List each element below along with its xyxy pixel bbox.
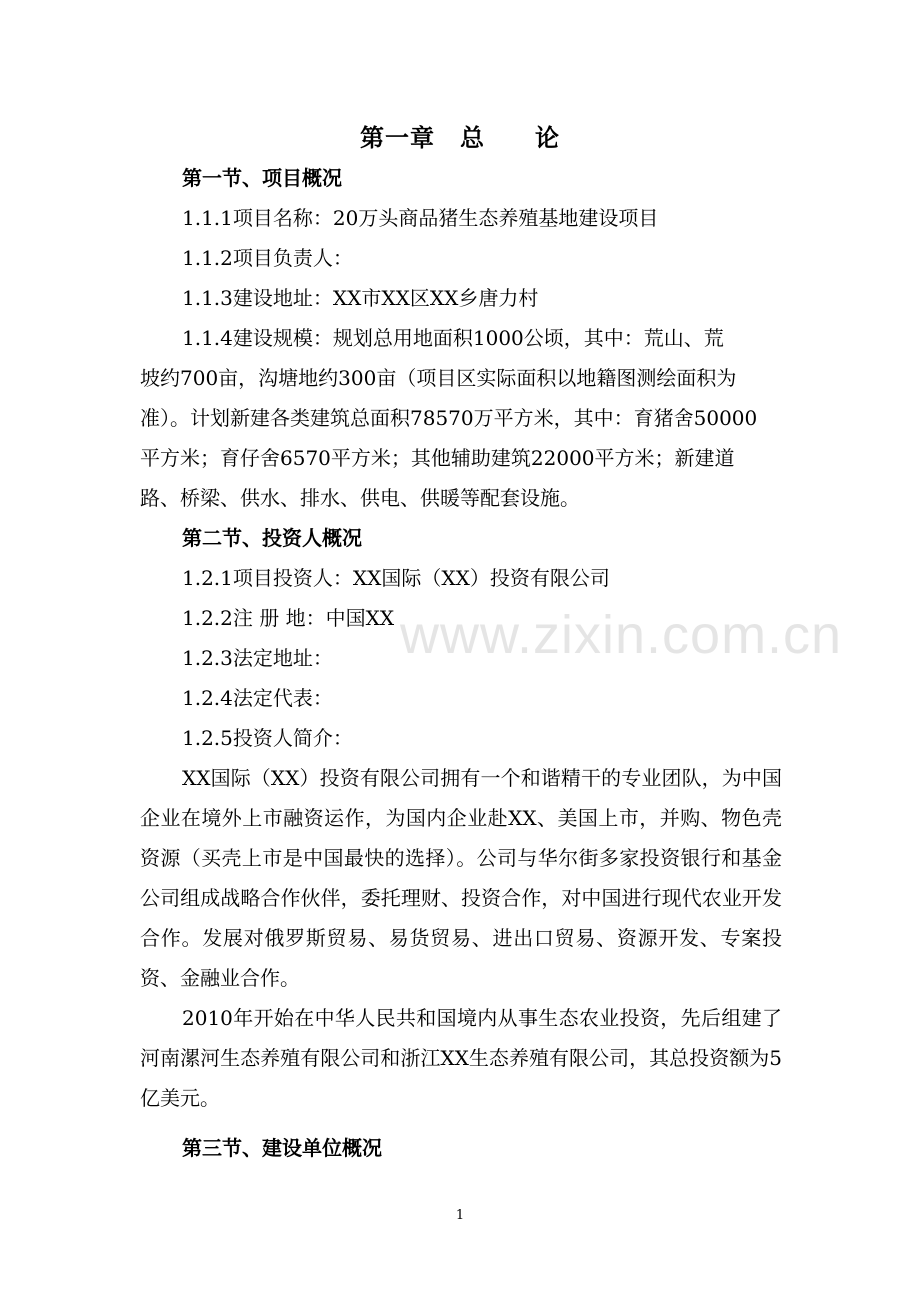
watermark: www.zixin.com.cn <box>400 605 843 665</box>
scale-line: 坡约700亩，沟塘地约300亩（项目区实际面积以地籍图测绘面积为 <box>140 366 737 390</box>
scale-line: 1.1.4建设规模：规划总用地面积1000公顷，其中：荒山、荒 <box>182 326 724 350</box>
scale-line: 平方米；育仔舍6570平方米；其他辅助建筑22000平方米；新建道 <box>140 446 735 470</box>
item-project-name: 1.1.1项目名称：20万头商品猪生态养殖基地建设项目 <box>182 206 659 230</box>
chapter-title: 第一章 总 论 <box>360 123 560 152</box>
item-legal-address: 1.2.3法定地址： <box>182 646 333 670</box>
item-construction-address: 1.1.3建设地址：XX市XX区XX乡唐力村 <box>182 286 539 310</box>
investment-history-paragraph: 2010年开始在中华人民共和国境内从事生态农业投资，先后组建了河南漯河生态养殖有限公司和浙江XX生态养殖有限公司，其总投资额为5亿美元。 <box>140 1006 782 1110</box>
paragraph-gap <box>140 1118 782 1128</box>
item-legal-representative: 1.2.4法定代表： <box>182 686 333 710</box>
item-investor: 1.2.1项目投资人：XX国际（XX）投资有限公司 <box>182 566 610 590</box>
section-heading-construction-unit: 第三节、建设单位概况 <box>182 1136 382 1160</box>
section-heading-project-overview: 第一节、项目概况 <box>182 166 342 190</box>
item-investor-profile: 1.2.5投资人简介： <box>182 726 353 750</box>
item-project-leader: 1.1.2项目负责人： <box>182 246 353 270</box>
item-construction-scale <box>140 318 782 518</box>
investor-profile-paragraph: XX国际（XX）投资有限公司拥有一个和谐精干的专业团队，为中国企业在境外上市融资运作，为国内企业赴XX、美国上市，并购、物色壳资源（买壳上市是中国最快的选择）。公司与华尔街多家投资银行和基金公司组成战略合作伙伴，委托理财、投资合作，对中国进行现代农业开发合作。发展对俄罗斯贸易、易货贸易、进出口贸易、资源开发、专案投资、金融业合作。 <box>140 766 782 990</box>
page-number: 1 <box>455 1208 465 1223</box>
scale-line: 准）。计划新建各类建筑总面积78570万平方米，其中：育猪舍50000 <box>140 406 758 430</box>
item-registered-place: 1.2.2注 册 地：中国XX <box>182 606 395 630</box>
section-heading-investor-overview: 第二节、投资人概况 <box>182 526 362 550</box>
document-body <box>140 158 782 1168</box>
scale-line: 路、桥梁、供水、排水、供电、供暖等配套设施。 <box>140 486 580 510</box>
